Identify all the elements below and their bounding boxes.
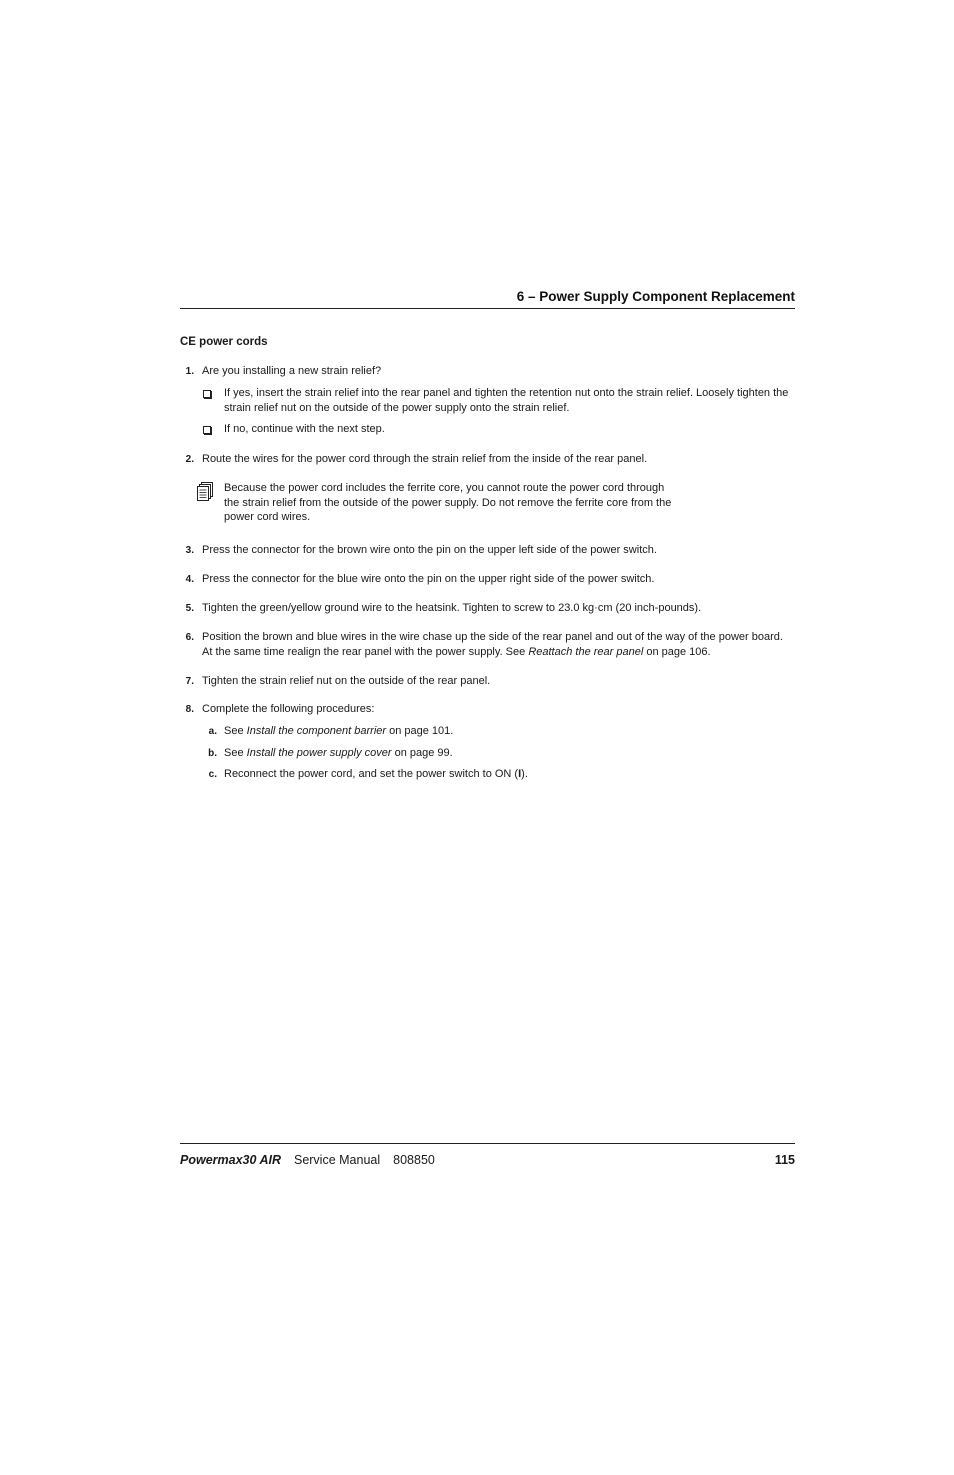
substep-text-part: on page 99. [391,747,453,759]
substep-text [224,746,794,761]
step-text: Route the wires for the power cord through the strain relief from the inside of the rear panel. [202,453,648,465]
step-text: Press the connector for the blue wire onto the pin on the upper right side of the power switch. [202,573,655,585]
step-text-part: Position the brown and blue wires in the wire chase up the side of the rear panel and out of the way of the power board. At the same time realign the rear panel with the power supply. See [202,631,783,658]
substep-letter: b. [208,748,217,759]
switch-symbol: I [518,768,522,780]
page-number: 115 [774,1153,795,1167]
note-text: Because the power cord includes the ferrite core, you cannot route the power cord through the strain relief from the outside of the power supply. Do not remove the ferrite core from the power cord wires. [224,482,672,523]
substep-text [224,724,794,739]
step-text-part: on page 106. [643,645,711,658]
substep-text [224,767,794,782]
substep-letter: c. [208,769,217,780]
step-number: 1. [185,366,194,377]
substep-text-part: on page 101. [386,725,454,737]
header-rule [180,308,795,309]
step-text [202,630,792,659]
cross-reference-link[interactable]: Install the component barrier [246,725,387,737]
substep-letter: a. [208,726,217,737]
step-number: 6. [185,632,194,643]
footer-rule [180,1143,795,1144]
option-text: If yes, insert the strain relief into the rear panel and tighten the retention nut onto the strain relief. Loosely tighten the strain relief nut on the outside of the power supply onto the strain relief. [224,387,789,414]
step-number: 5. [185,603,194,614]
step-number: 3. [185,545,194,556]
chapter-title: 6 – Power Supply Component Replacement [516,289,795,304]
cross-reference-link[interactable]: Reattach the rear panel [528,645,644,658]
step-text: Press the connector for the brown wire onto the pin on the upper left side of the power switch. [202,544,657,556]
step-number: 8. [185,704,194,715]
substep-text-part: ). [521,768,528,780]
footer-info [180,1153,435,1167]
step-text: Tighten the strain relief nut on the outside of the rear panel. [202,675,491,687]
step-number: 2. [185,454,194,465]
cross-reference-link[interactable]: Install the power supply cover [246,747,392,759]
step-text: Tighten the green/yellow ground wire to the heatsink. Tighten to screw to 23.0 kg·cm (20 inch-pounds). [202,602,702,614]
step-text: Complete the following procedures: [202,703,375,715]
part-number: 808850 [393,1153,435,1167]
checkbox-icon [203,426,211,434]
substep-text-part: See [224,725,247,737]
substep-text-part: See [224,747,247,759]
substep-text-part: Reconnect the power cord, and set the power switch to ON ( [224,768,519,780]
note-icon [196,482,214,502]
option-text: If no, continue with the next step. [224,423,385,435]
step-text: Are you installing a new strain relief? [202,365,382,377]
product-name: Powermax30 AIR [180,1153,281,1167]
section-title: CE power cords [180,336,268,348]
checkbox-icon [203,390,211,398]
document-type: Service Manual [293,1153,381,1167]
step-number: 7. [185,676,194,687]
step-number: 4. [185,574,194,585]
